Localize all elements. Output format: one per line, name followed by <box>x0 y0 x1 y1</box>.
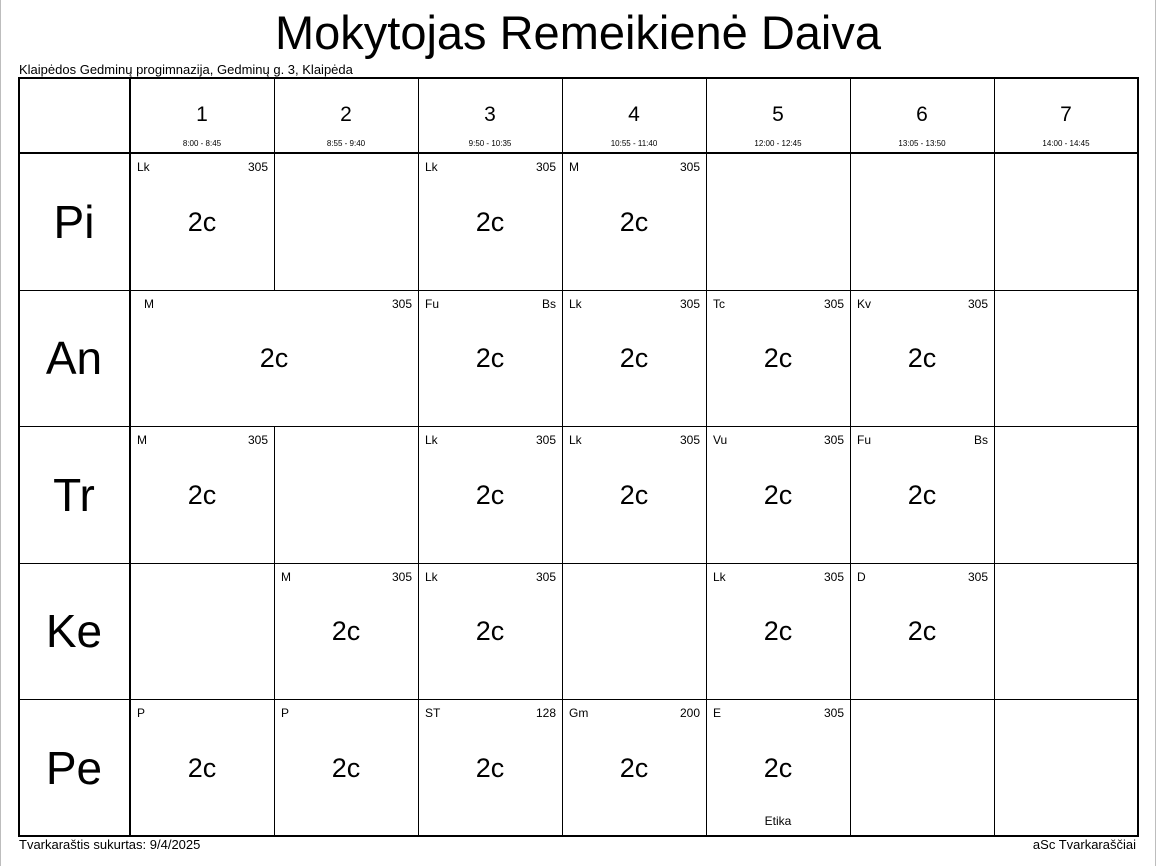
period-time: 14:00 - 14:45 <box>1042 139 1090 148</box>
row-line <box>18 699 1139 700</box>
lesson-class: 2c <box>619 752 649 783</box>
lesson-class: 2c <box>187 206 217 237</box>
lesson-subject: Gm <box>569 706 589 720</box>
lesson-class: 2c <box>619 206 649 237</box>
row-line <box>18 426 1139 427</box>
period-number: 1 <box>196 103 208 126</box>
lesson-subject: M <box>569 160 579 174</box>
cell-col-line <box>562 563 563 699</box>
cell-col-line <box>274 153 275 290</box>
lesson-class: 2c <box>619 479 649 510</box>
period-number: 3 <box>484 103 496 126</box>
lesson-room: Bs <box>541 297 556 311</box>
cell-col-line <box>994 290 995 426</box>
lesson-subject: Fu <box>425 297 440 311</box>
lesson-room: 305 <box>535 570 556 584</box>
lesson-room: 305 <box>967 297 988 311</box>
lesson-subject: Lk <box>137 160 150 174</box>
lesson-room: 305 <box>679 160 700 174</box>
lesson-class: 2c <box>763 343 793 373</box>
lesson-subject: Tc <box>713 297 725 311</box>
cell-col-line <box>994 426 995 563</box>
period-number: 5 <box>772 103 784 126</box>
lesson-subject: Lk <box>713 570 726 584</box>
period-time: 8:00 - 8:45 <box>182 139 222 148</box>
row-line <box>18 290 1139 291</box>
period-time: 9:50 - 10:35 <box>468 139 512 148</box>
lesson-subject: Vu <box>713 433 728 447</box>
lesson-class: 2c <box>187 752 217 783</box>
period-time: 12:00 - 12:45 <box>754 139 802 148</box>
cell-col-line <box>850 153 851 290</box>
period-number: 4 <box>628 103 640 126</box>
lesson-class: 2c <box>331 616 361 646</box>
day-label: An <box>45 332 103 384</box>
lesson-class: 2c <box>475 752 505 783</box>
grid-border-right <box>1137 77 1139 837</box>
day-column-separator <box>129 77 131 837</box>
lesson-room: 305 <box>679 433 700 447</box>
grid-border-top <box>18 77 1139 79</box>
day-label: Pi <box>53 195 95 248</box>
period-time: 13:05 - 13:50 <box>898 139 946 148</box>
lesson-subject: Lk <box>425 433 438 447</box>
lesson-subject: M <box>144 297 154 311</box>
lesson-class: 2c <box>187 479 217 510</box>
lesson-class: 2c <box>475 206 505 237</box>
lesson-subject: M <box>281 570 291 584</box>
lesson-class: 2c <box>763 479 793 510</box>
period-time: 8:55 - 9:40 <box>326 139 366 148</box>
period-number: 2 <box>340 103 352 126</box>
lesson-class: 2c <box>475 479 505 510</box>
cell-col-line <box>274 426 275 563</box>
lesson-subject: P <box>137 706 146 720</box>
period-time: 10:55 - 11:40 <box>610 139 658 148</box>
lesson-class: 2c <box>763 752 793 783</box>
created-date: Tvarkaraštis sukurtas: 9/4/2025 <box>19 837 201 852</box>
lesson-room: Bs <box>973 433 988 447</box>
school-address: Klaipėdos Gedminų progimnazija, Gedminų g. 3, Klaipėda <box>19 62 353 77</box>
page-edge-left <box>0 0 1 866</box>
lesson-subject: D <box>857 570 866 584</box>
page-title: Mokytojas Remeikienė Daiva <box>274 6 882 59</box>
lesson-class: 2c <box>907 343 937 373</box>
row-line <box>18 563 1139 564</box>
software-credit: aSc Tvarkaraščiai <box>1032 837 1136 852</box>
day-label: Tr <box>53 468 95 521</box>
lesson-room: 305 <box>535 433 556 447</box>
lesson-subject: E <box>713 706 722 720</box>
grid-border-left <box>18 77 20 837</box>
timetable-grid <box>18 77 1139 837</box>
lesson-room: 128 <box>535 706 556 720</box>
lesson-subject: Lk <box>569 433 582 447</box>
lesson-class: 2c <box>907 616 937 646</box>
lesson-class: 2c <box>331 752 361 783</box>
lesson-class: 2c <box>763 616 793 646</box>
period-number: 7 <box>1060 103 1072 126</box>
lesson-room: 305 <box>967 570 988 584</box>
lesson-room: 200 <box>679 706 700 720</box>
lesson-room: 305 <box>679 297 700 311</box>
cell-col-line <box>850 699 851 836</box>
lesson-class: 2c <box>259 343 289 373</box>
lesson-subject: P <box>281 706 290 720</box>
cell-col-line <box>706 153 707 290</box>
lesson-room: 305 <box>823 433 844 447</box>
lesson-subject: ST <box>425 706 441 720</box>
lesson-room: 305 <box>823 706 844 720</box>
lesson-subject: Lk <box>425 160 438 174</box>
lesson-subject: Lk <box>425 570 438 584</box>
lesson-subject: Lk <box>569 297 582 311</box>
lesson-subject: Fu <box>857 433 872 447</box>
cell-col-line <box>994 563 995 699</box>
lesson-room: 305 <box>247 160 268 174</box>
lesson-class: 2c <box>475 616 505 646</box>
lesson-room: 305 <box>823 570 844 584</box>
cell-col-line <box>994 153 995 290</box>
header-separator <box>18 152 1139 154</box>
day-label: Pe <box>45 741 103 794</box>
lesson-room: 305 <box>391 570 412 584</box>
day-label: Ke <box>45 605 103 657</box>
lesson-class: 2c <box>619 343 649 373</box>
cell-col-line <box>994 699 995 836</box>
lesson-note: Etika <box>764 814 792 828</box>
lesson-room: 305 <box>535 160 556 174</box>
period-number: 6 <box>916 103 928 126</box>
lesson-room: 305 <box>823 297 844 311</box>
lesson-class: 2c <box>907 479 937 510</box>
lesson-subject: M <box>137 433 147 447</box>
lesson-room: 305 <box>247 433 268 447</box>
lesson-room: 305 <box>391 297 412 311</box>
lesson-subject: Kv <box>857 297 872 311</box>
lesson-class: 2c <box>475 343 505 373</box>
